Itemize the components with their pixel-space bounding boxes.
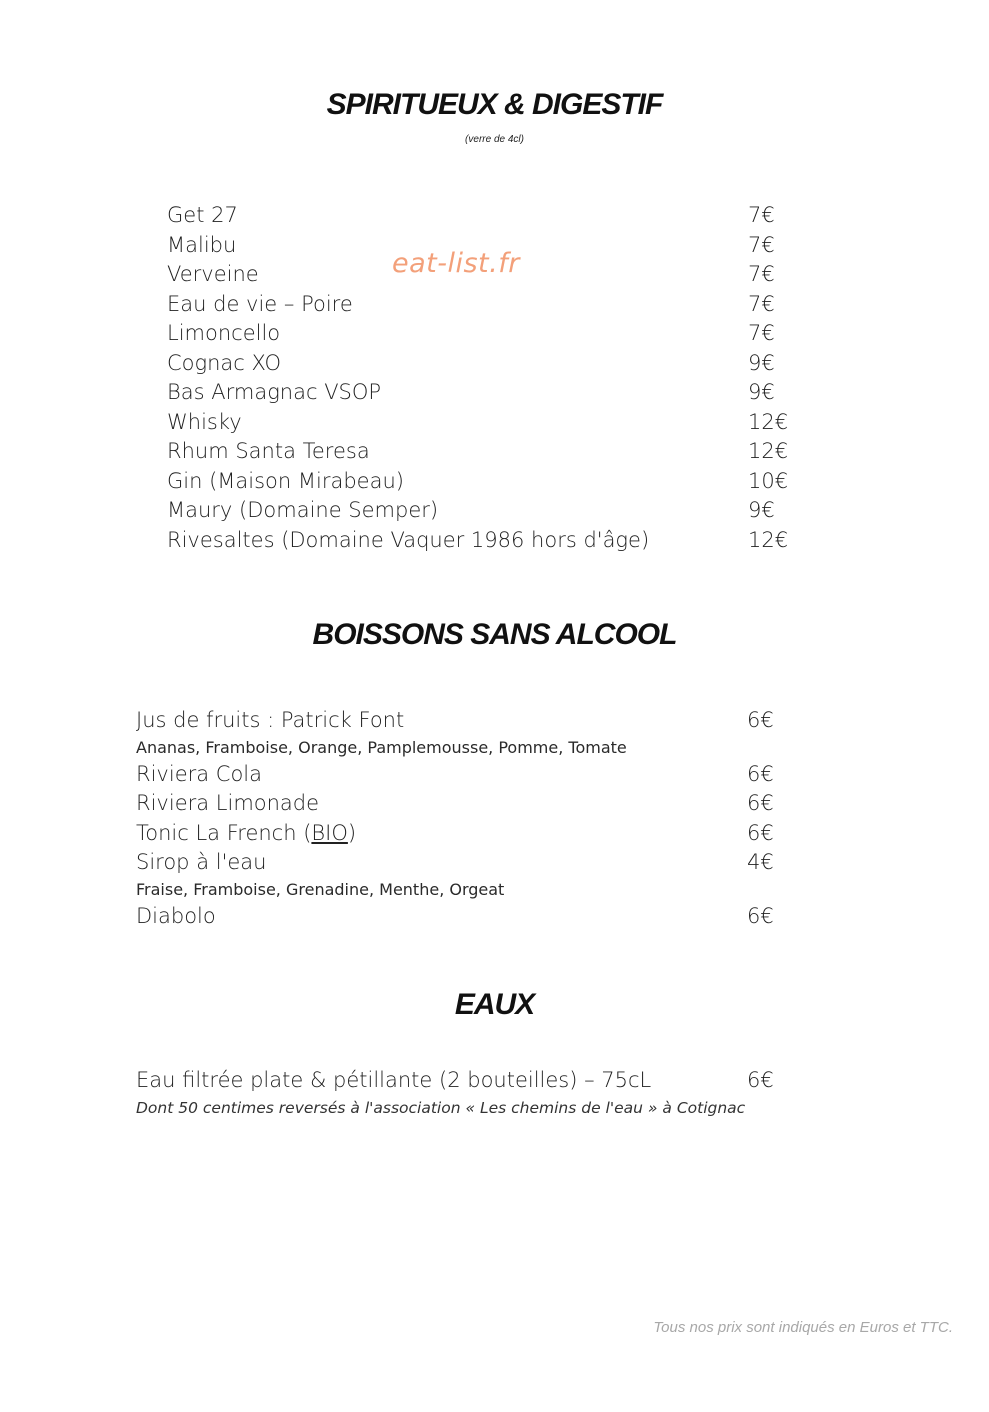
item-price: 12€ xyxy=(748,409,789,434)
item-price: 6€ xyxy=(747,1068,774,1092)
menu-item xyxy=(167,378,807,408)
item-detail: Fraise, Framboise, Grenadine, Menthe, Orgeat xyxy=(136,879,505,899)
item-name: Get 27 xyxy=(167,203,238,227)
item-price: 9€ xyxy=(748,350,775,375)
watermark: eat-list.fr xyxy=(392,248,520,279)
bio-label: BIO xyxy=(311,820,348,845)
item-name: Diabolo xyxy=(136,903,216,928)
menu-item xyxy=(136,760,796,790)
item-price: 7€ xyxy=(748,321,775,345)
menu-item xyxy=(167,290,807,320)
item-name: Eau de vie – Poire xyxy=(167,291,353,316)
menu-item xyxy=(167,408,807,438)
item-price: 7€ xyxy=(748,291,775,316)
menu-item xyxy=(167,260,807,290)
menu-item xyxy=(167,231,807,261)
item-detail: Dont 50 centimes reversés à l'association « Les chemins de l'eau » à Cotignac xyxy=(136,1098,746,1117)
item-name: Rivesaltes (Domaine Vaquer 1986 hors d'âge) xyxy=(167,527,650,552)
item-name: Riviera Limonade xyxy=(136,791,320,815)
item-name-part: ) xyxy=(347,820,357,845)
item-name: Jus de fruits : Patrick Font xyxy=(136,708,405,732)
item-name: Whisky xyxy=(167,409,242,434)
item-name: Bas Armagnac VSOP xyxy=(167,380,382,404)
menu-item xyxy=(136,848,796,878)
item-name xyxy=(136,819,356,849)
menu-item xyxy=(136,1066,796,1096)
waters-list xyxy=(136,1066,796,1120)
item-name: Eau filtrée plate & pétillante (2 bouteilles) – 75cL xyxy=(136,1068,652,1092)
item-detail: Ananas, Framboise, Orange, Pamplemousse, Pomme, Tomate xyxy=(136,737,627,757)
item-name-part: Tonic La French ( xyxy=(136,820,312,845)
menu-item xyxy=(167,526,807,556)
price-footnote: Tous nos prix sont indiqués en Euros et TTC. xyxy=(653,1319,953,1336)
item-price: 10€ xyxy=(748,468,789,493)
menu-item xyxy=(167,496,807,526)
item-name: Malibu xyxy=(167,232,237,257)
item-name: Verveine xyxy=(167,262,259,286)
item-price: 6€ xyxy=(747,791,774,815)
menu-item xyxy=(167,319,807,349)
item-price: 6€ xyxy=(747,903,774,928)
spirits-title: SPIRITUEUX & DIGESTIF xyxy=(326,88,663,121)
menu-item xyxy=(167,349,807,379)
item-price: 12€ xyxy=(748,439,789,463)
waters-title: EAUX xyxy=(454,988,535,1021)
item-name: Rhum Santa Teresa xyxy=(167,439,370,463)
item-name: Limoncello xyxy=(167,321,281,345)
menu-item xyxy=(136,706,796,736)
menu-item xyxy=(167,467,807,497)
spirits-note: (verre de 4cl) xyxy=(465,134,524,145)
menu-item xyxy=(167,201,807,231)
menu-item xyxy=(136,819,796,849)
item-price: 7€ xyxy=(748,262,775,286)
item-name: Cognac XO xyxy=(167,350,282,375)
soft-drinks-title: BOISSONS SANS ALCOOL xyxy=(312,618,677,651)
item-price: 9€ xyxy=(748,498,775,522)
item-price: 7€ xyxy=(748,203,775,227)
item-price: 6€ xyxy=(747,708,774,732)
item-price: 6€ xyxy=(747,820,774,845)
item-price: 12€ xyxy=(748,527,789,552)
item-name: Riviera Cola xyxy=(136,761,262,786)
item-name: Maury (Domaine Semper) xyxy=(167,498,439,522)
item-name: Sirop à l'eau xyxy=(136,850,267,874)
menu-item xyxy=(136,789,796,819)
item-price: 4€ xyxy=(747,850,774,874)
item-name: Gin (Maison Mirabeau) xyxy=(167,468,404,493)
spirits-list xyxy=(167,201,807,555)
item-price: 7€ xyxy=(748,232,775,257)
menu-item xyxy=(167,437,807,467)
item-price: 6€ xyxy=(747,761,774,786)
soft-drinks-list xyxy=(136,706,796,931)
menu-item xyxy=(136,902,796,932)
item-price: 9€ xyxy=(748,380,775,404)
